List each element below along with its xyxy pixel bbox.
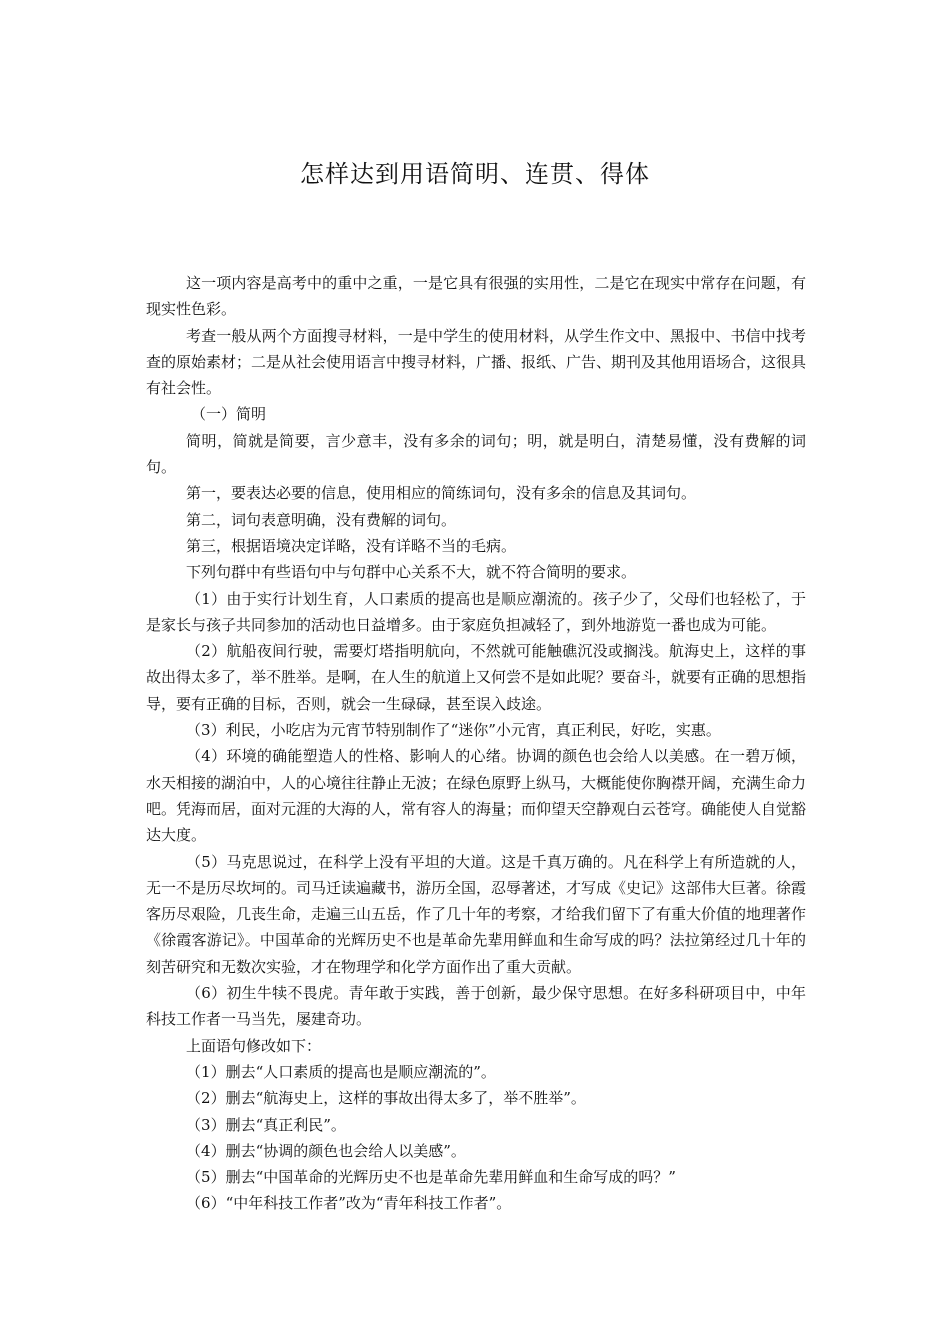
paragraph-point-3: 第三，根据语境决定详略，没有详略不当的毛病。 [186, 536, 517, 555]
paragraph-point-1: 第一，要表达必要的信息，使用相应的简练词句，没有多余的信息及其词句。 [186, 484, 697, 503]
answer-item-1: （1）删去“人口素质的提高也是顺应潮流的”。 [186, 1062, 496, 1081]
document-body [146, 270, 806, 1217]
answers-intro: 上面语句修改如下： [186, 1036, 322, 1055]
paragraph-sources: 考查一般从两个方面搜寻材料，一是中学生的使用材料，从学生作文中、黑报中、书信中找考查的原始素材；二是从社会使用语言中搜寻材料，广播、报纸、广告、期刊及其他用语场合，这很具有社会性。 [146, 326, 807, 398]
paragraph-definition: 简明，简就是简要，言少意丰，没有多余的词句；明，就是明白，清楚易懂，没有费解的词句。 [146, 431, 806, 477]
answer-item-2: （2）删去“航海史上，这样的事故出得太多了，举不胜举”。 [186, 1089, 586, 1108]
example-item-5: （5）马克思说过，在科学上没有平坦的大道。这是千真万确的。凡在科学上有所造就的人，无一不是历尽坎坷的。司马迁读遍藏书，游历全国，忍辱著述，才写成《史记》这部伟大巨著。徐霞客历尽艰险，几丧生命，走遍三山五岳，作了几十年的考察，才给我们留下了有重大价值的地理著作《徐霞客游记》。中国革命的光辉历史不也是革命先辈用鲜血和生命写成的吗？法拉第经过几十年的刻苦研究和无数次实验，才在物理学和化学方面作出了重大贡献。 [146, 852, 807, 976]
answer-item-3: （3）删去“真正利民”。 [186, 1115, 346, 1134]
example-item-1: （1）由于实行计划生育，人口素质的提高也是顺应潮流的。孩子少了，父母们也轻松了，于是家长与孩子共同参加的活动也日益增多。由于家庭负担减轻了，到外地游览一番也成为可能。 [146, 589, 806, 634]
document-title: 怎样达到用语简明、连贯、得体 [300, 160, 650, 188]
answer-item-6: （6）“中年科技工作者”改为“青年科技工作者”。 [186, 1194, 512, 1213]
example-item-2: （2）航船夜间行驶，需要灯塔指明航向，不然就可能触礁沉没或搁浅。航海史上，这样的事故出得太多了，举不胜举。是啊，在人生的航道上又何尝不是如此呢？要奋斗，就要有正确的思想指导，要有正确的目标，否则，就会一生碌碌，甚至误入歧途。 [146, 642, 807, 713]
example-item-6: （6）初生牛犊不畏虎。青年敢于实践，善于创新，最少保守思想。在好多科研项目中，中年科技工作者一马当先，屡建奇功。 [146, 984, 806, 1029]
section-heading-jianming: （一）简明 [191, 405, 267, 424]
paragraph-point-2: 第二，词句表意明确，没有费解的词句。 [186, 510, 457, 529]
paragraph-intro: 这一项内容是高考中的重中之重，一是它具有很强的实用性，二是它在现实中常存在问题，有现实性色彩。 [146, 274, 806, 319]
example-item-3: （3）利民，小吃店为元宵节特别制作了“迷你”小元宵，真正利民，好吃，实惠。 [186, 721, 721, 740]
answer-item-5: （5）删去“中国革命的光辉历史不也是革命先辈用鲜血和生命写成的吗？” [186, 1168, 676, 1187]
example-item-4: （4）环境的确能塑造人的性格、影响人的心绪。协调的颜色也会给人以美感。在一碧万倾，水天相接的湖泊中，人的心境往往静止无波；在绿色原野上纵马，大概能使你胸襟开阔，充满生命力吧。凭海而居，面对元涯的大海的人，常有容人的海量；而仰望天空静观白云苍穹。确能使人自觉豁达大度。 [146, 747, 807, 845]
paragraph-exercise-intro: 下列句群中有些语句中与句群中心关系不大，就不符合简明的要求。 [186, 563, 637, 582]
answer-item-4: （4）删去“协调的颜色也会给人以美感”。 [186, 1141, 466, 1160]
